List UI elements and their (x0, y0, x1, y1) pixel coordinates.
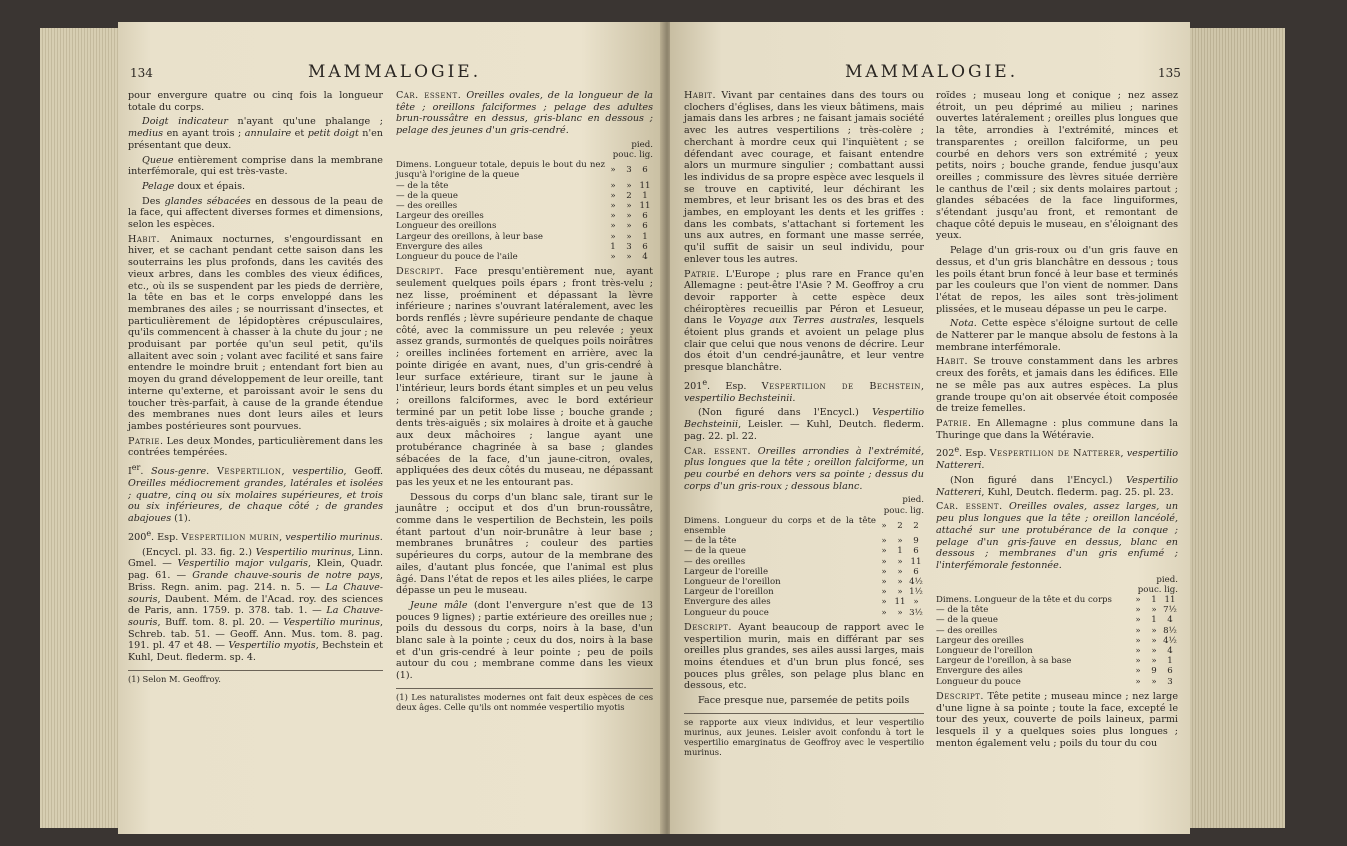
paragraph: Habit. Se trouve constamment dans les arbres creux des forêts, et jamais dans les édifices. Elle ne se mêle pas aux autres espèces. La plus grande troupe qu'on ait observée étoit composée de treize femelles. (936, 356, 1178, 415)
dimensions-table-bechstein (684, 495, 924, 617)
dims-cell: » (881, 597, 887, 608)
paragraph: Doigt indicateur n'ayant qu'une phalange ; medius en ayant trois ; annulaire et petit doigt n'en présentant que deux. (128, 116, 383, 151)
dims-label: Longueur de l'oreillon (684, 577, 781, 588)
paragraph: Nota. Cette espèce s'éloigne surtout de celle de Natterer par le manque absolu de festons à la membrane interfémorale. (936, 318, 1178, 353)
footnote-right-col1: se rapporte aux vieux individus, et leur vespertilio murinus, aux jeunes. Leisler avoit confondu à tort le vespertilio emarginatus de Geoffroy avec le vespertilio murinus. (684, 713, 924, 757)
dims-header: pied. pouc. lig. (612, 139, 653, 161)
dims-cell: » (881, 556, 887, 567)
dims-cell: » (881, 566, 887, 577)
paragraph: Car. essent. Oreilles ovales, de la longueur de la tête ; oreillons falciformes ; pelage des adultes brun-roussâtre en dessus, gris-blanc en dessous ; pelage des jeunes d'un gris-cendré. (396, 90, 654, 137)
dims-cell: 2 (913, 520, 919, 531)
paragraph: (Encycl. pl. 33. fig. 2.) Vespertilio murinus, Linn. Gmel. — Vespertilio major vulgaris, Klein, Quadr. pag. 61. — Grande chauve-souris de notre pays, Briss. Regn. anim. pag. 214. n. 5. — La Chauve-souris, Daubent. Mém. de l'Acad. roy. des sciences de Paris, ann. 1759. p. 378. tab. 1. — La Chauve-souris, Buff. tom. 8. pl. 20. — Vespertilio murinus, Schreb. tab. 51. — Geoff. Ann. Mus. tom. 8. pag. 191. pl. 47 et 48. — Vespertilio myotis, Bechstein et Kuhl, Deut. flederm. sp. 4. (128, 546, 383, 664)
dims-cell: 11 (1164, 595, 1176, 606)
dims-cell: » (881, 607, 887, 618)
dims-cell: 2 (897, 520, 903, 531)
paragraph: pour envergure quatre ou cinq fois la longueur totale du corps. (128, 90, 383, 113)
paragraph: Car. essent. Oreilles ovales, assez larges, un peu plus longues que la tête ; oreillon lancéolé, attaché sur une protubérance de la conque ; pelage d'un gris-fauve en dessus, blanc en dessous ; membranes d'un gris enfumé ; l'interfémorale festonnée. (936, 501, 1179, 571)
dims-label: — de la queue (936, 615, 998, 626)
dims-cell: » (881, 520, 887, 531)
dims-cell: 3 (1167, 676, 1173, 687)
dims-label: — des oreilles (684, 556, 746, 567)
dims-cell: 4½ (909, 577, 923, 588)
right-page (670, 22, 1190, 834)
dims-cell: 8½ (1163, 625, 1177, 636)
page-number-left: 134 (130, 66, 153, 80)
dims-row (936, 666, 1178, 676)
dims-cell: 11 (639, 180, 651, 191)
left-column-2 (396, 90, 653, 712)
dims-row (684, 546, 924, 556)
dims-cell: 4 (1167, 615, 1173, 626)
dims-cell: 3 (626, 241, 632, 252)
dims-cell: 6 (642, 241, 648, 252)
dims-label: — de la tête (684, 536, 737, 547)
dims-label: Largeur de l'oreille (684, 566, 769, 577)
dims-cell: » (626, 252, 632, 263)
dims-cell: 1 (897, 546, 903, 557)
dims-label: — des oreilles (936, 625, 998, 636)
dims-cell: » (913, 597, 919, 608)
dims-cell: » (1151, 605, 1157, 616)
dims-cell: » (897, 577, 903, 588)
dims-cell: 1 (642, 231, 648, 242)
dims-cell: 7½ (1163, 605, 1177, 616)
dims-label: Envergure des ailes (396, 241, 483, 252)
dims-cell: » (610, 180, 616, 191)
paragraph: Descript. Tête petite ; museau mince ; nez large d'une ligne à sa pointe ; toute la face, excepté le tour des yeux, couverte de poils laineux, parmi lesquels il y a quelques soies plus longues ; menton également velu ; poils du tour du cou (936, 690, 1178, 749)
dims-header: pied. pouc. lig. (883, 495, 924, 516)
dims-cell: 4½ (1163, 635, 1177, 646)
dims-cell: 6 (1167, 666, 1173, 677)
dims-cell: » (1135, 595, 1141, 606)
dims-cell: » (626, 201, 632, 212)
dims-label: Longueur du pouce de l'aile (396, 252, 518, 263)
dims-row (936, 626, 1178, 636)
dims-cell: » (881, 536, 887, 547)
dimensions-table-natterer (936, 575, 1178, 687)
dims-cell: 1 (1167, 656, 1173, 667)
paragraph: 202e. Esp. Vespertilion de Natterer, vespertilio Nattereri. (936, 445, 1178, 472)
dims-cell: 1½ (909, 587, 923, 598)
dims-cell: » (626, 211, 632, 222)
dims-cell: » (881, 587, 887, 598)
dims-row (936, 605, 1178, 615)
paragraph: Des glandes sébacées en dessous de la peau de la face, qui affectent diverses formes et dimensions, selon les espèces. (128, 195, 384, 231)
dims-label: Longueur de l'oreillon (936, 646, 1033, 657)
paragraph: Dessous du corps d'un blanc sale, tirant sur le jaunâtre ; occiput et dos d'un brun-roussâtre, comme dans le vespertilion de Bechstein, les poils étant partout d'un noir-brunâtre à leur base ; membranes brunâtres ; couleur des parties supérieures du corps, autour de la membrane des ailes, d'autant plus foncée, que l'animal est plus âgé. Dans l'état de repos et les ailes pliées, le carpe dépasse un peu le museau. (396, 491, 653, 597)
footnote-left-col2: (1) Les naturalistes modernes ont fait deux espèces de ces deux âges. Celle qu'ils ont nommée vespertilio myotis (396, 688, 653, 712)
dims-cell: 3 (626, 165, 632, 176)
dims-cell: » (610, 221, 616, 232)
paragraph: Descript. Face presqu'entièrement nue, ayant seulement quelques poils épars ; front très-velu ; nez lisse, proéminent et dépassant la lèvre inférieure ; narines s'ouvrant latéralement, avec les bords renflés ; lèvre supérieure pendante de chaque côté, avec la commissure un peu relevée ; yeux assez grands, surmontés de quelques poils noirâtres ; oreilles inclinées fortement en arrière, avec la pointe dirigée en avant, nues, d'un gris-cendré à leur surface extérieure, tirant sur le jaune à l'intérieur, leurs bords étant simples et un peu velus ; oreillons falciformes, avec le bord extérieur terminé par un petit lobe lisse ; bouche grande ; dents très-aiguës ; six molaires à droite et à gauche aux deux mâchoires ; langue ayant une protubérance chagrinée à sa base ; glandes sébacées de la face, d'un jaune-citron, ovales, appliquées des deux côtés du museau, ne dépassant pas les yeux et ne les entourant pas. (396, 266, 653, 488)
dims-cell: » (626, 231, 632, 242)
dims-cell: 6 (642, 221, 648, 232)
paragraph: Patrie. En Allemagne : plus commune dans la Thuringe que dans la Wétéravie. (936, 417, 1178, 441)
dims-cell: » (1135, 656, 1141, 667)
dims-cell: » (1135, 676, 1141, 687)
dims-cell: » (1135, 615, 1141, 626)
dims-label: Largeur des oreilles (936, 635, 1024, 646)
dims-cell: » (1135, 625, 1141, 636)
dims-label: Longueur des oreillons (396, 221, 497, 232)
dims-row (396, 201, 653, 211)
dims-cell: 4 (1167, 646, 1173, 657)
dims-cell: » (610, 190, 616, 201)
dims-cell: 1 (1151, 595, 1157, 606)
paragraph: Pelage doux et épais. (142, 180, 246, 192)
dims-row (684, 557, 924, 567)
dims-cell: » (897, 607, 903, 618)
paragraph: 200e. Esp. Vespertilion murin, vespertilio murinus. (128, 528, 383, 543)
dims-cell: » (881, 577, 887, 588)
dims-cell: 3½ (909, 607, 923, 618)
paragraph: Habit. Animaux nocturnes, s'engourdissant en hiver, et se cachant pendant cette saison dans les souterrains les plus profonds, dans les cavités des vieux arbres, dans les combles des vieux édifices, etc., où ils se suspendent par les pieds de derrière, la tête en bas et le corps enveloppé dans les membranes des ailes ; se nourrissant d'insectes, et particulièrement de lépidoptères crépusculaires, qu'ils commencent à chasser à la chute du jour ; ne produisant par portée qu'un seul petit, qu'ils allaitent avec soin ; volant avec facilité et sans faire entendre le moindre bruit ; entendant fort bien au moyen du grand développement de leur oreille, tant interne qu'externe, et paroissant avoir le sens du toucher très-parfait, à cause de la grande étendue des membranes nues dont leurs ailes et leurs jambes postérieures sont pourvues. (128, 233, 383, 432)
dims-row (396, 191, 653, 201)
dims-cell: 1 (1151, 615, 1157, 626)
right-page-edges (1190, 28, 1285, 828)
dims-label: — de la tête (936, 605, 989, 616)
dims-cell: » (1151, 676, 1157, 687)
dims-cell: 1 (610, 241, 616, 252)
dims-cell: » (1135, 666, 1141, 677)
dims-cell: » (897, 587, 903, 598)
paragraph: Habit. Vivant par centaines dans des tours ou clochers d'églises, dans les vieux bâtimens, mais jamais dans les arbres ; ne faisant jamais société avec les autres vespertilions ; très-colère ; cherchant à mordre ceux qui l'inquiètent ; se défendant avec courage, et faisant entendre alors un murmure singulier ; combattant aussi les individus de sa propre espèce avec lesquels il se trouve en captivité, leur déchirant les membres, et leur brisant les os des bras et des jambes, en employant les dents et les griffes : dans les combats, s'attachant si fortement les uns aux autres, en formant une masse serrée, qu'il suffit de saisir un seul individu, pour enlever tous les autres. (684, 90, 924, 265)
paragraph: Queue entièrement comprise dans la membrane interfémorale, qui est très-vaste. (128, 154, 383, 178)
dims-row (936, 615, 1178, 625)
dims-row (936, 677, 1178, 687)
dims-title: Dimens. Longueur de la tête et du corps (936, 595, 1112, 606)
dims-row (396, 252, 653, 262)
dims-cell: » (626, 180, 632, 191)
paragraph: Jeune mâle (dont l'envergure n'est que de 13 pouces 9 lignes) ; partie extérieure des oreilles nue ; poils du dessous du corps, noirs à la base, d'un blanc sale à la pointe ; ceux du dos, noirs à la base et d'un gris-cendré à leur pointe ; peu de poils autour du cou ; membrane comme dans les vieux (1). (396, 599, 653, 682)
paragraph: Patrie. Les deux Mondes, particulièrement dans les contrées tempérées. (128, 435, 383, 459)
dims-row (396, 242, 653, 252)
dims-cell: » (1151, 656, 1157, 667)
dims-label: Envergure des ailes (684, 597, 771, 608)
dims-cell: » (610, 201, 616, 212)
dims-label: Envergure des ailes (936, 666, 1023, 677)
paragraph: 201e. Esp. Vespertilion de Bechstein, vespertilio Bechsteinii. (684, 377, 924, 404)
dims-label: Largeur de l'oreillon (684, 587, 774, 598)
dims-row (684, 577, 924, 587)
dims-cell: » (610, 211, 616, 222)
dims-cell: » (1135, 646, 1141, 657)
dims-cell: 6 (642, 211, 648, 222)
dims-title: Dimens. Longueur du corps et de la tête ensemble (684, 515, 876, 536)
dims-cell: » (897, 566, 903, 577)
dims-label: — des oreilles (396, 201, 458, 212)
dims-label: Largeur des oreilles (396, 211, 484, 222)
dims-cell: 11 (894, 597, 906, 608)
dims-label: Largeur des oreillons, à leur base (396, 231, 544, 242)
left-column-1 (128, 90, 383, 684)
dims-cell: 11 (910, 556, 922, 567)
dims-cell: 9 (913, 536, 919, 547)
page-number-right: 135 (1158, 66, 1181, 80)
running-head-left: MAMMALOGIE. (308, 62, 482, 82)
dims-row (396, 232, 653, 242)
dims-cell: » (626, 221, 632, 232)
paragraph: (Non figuré dans l'Encycl.) Vespertilio Nattereri, Kuhl, Deutch. flederm. pag. 25. pl. 23. (936, 474, 1178, 498)
dims-cell: » (881, 546, 887, 557)
footnote-left-col1: (1) Selon M. Geoffroy. (128, 670, 383, 684)
paragraph: roïdes ; museau long et conique ; nez assez étroit, un peu déprimé au milieu ; narines ouvertes latéralement ; oreilles plus longues que la tête, arrondies à l'extrémité, minces et transparentes ; oreillon falciforme, un peu courbé en dehors vers son extrémité ; yeux petits, noirs ; bouche grande, fendue jusqu'aux oreilles ; commissure des lèvres située derrière le canthus de l'œil ; six dents molaires partout ; glandes sébacées de la face linguiformes, s'étendant jusqu'au front, et remontant de chaque côté depuis le museau, en s'éloignant des yeux. (936, 90, 1178, 242)
right-column-1 (684, 90, 924, 757)
dims-cell: » (610, 165, 616, 176)
paragraph: Ier. Sous-genre. Vespertilion, vespertilio, Geoff. Oreilles médiocrement grandes, latérales et isolées ; quatre, cinq ou six molaires supérieures, et trois ou six inférieures, de chaque côté ; de grandes abajoues (1). (128, 463, 383, 525)
paragraph: Patrie. L'Europe ; plus rare en France qu'en Allemagne : peut-être l'Asie ? M. Geoffroy a cru devoir rapporter à cette espèce deux chéiroptères recueillis par Péron et Lesueur, dans le Voyage aux Terres australes, lesquels étoient plus grands et avoient un pelage plus clair que celui que nous venons de décrire. Leur dos étoit d'un cendré-jaunâtre, et leur ventre presque blanchâtre. (684, 268, 925, 374)
dims-row (684, 587, 924, 597)
dims-row (684, 567, 924, 577)
left-page (118, 22, 663, 834)
running-head-right: MAMMALOGIE. (845, 62, 1019, 82)
dims-cell: 11 (639, 201, 651, 212)
dims-label: Longueur du pouce (936, 676, 1021, 687)
dims-row (684, 536, 924, 546)
paragraph: Car. essent. Oreilles arrondies à l'extrémité, plus longues que la tête ; oreillon falciforme, un peu courbé en dehors vers sa pointe ; dessus du corps d'un gris-roux ; dessous blanc. (684, 445, 924, 492)
dims-cell: 4 (642, 252, 648, 263)
dims-row (396, 211, 653, 221)
dims-row (936, 656, 1178, 666)
dims-title: Dimens. Longueur totale, depuis le bout du nez jusqu'à l'origine de la queue (396, 160, 605, 181)
dims-cell: » (1151, 625, 1157, 636)
dims-label: — de la queue (684, 546, 746, 557)
dims-cell: 2 (626, 190, 632, 201)
dims-cell: » (1135, 605, 1141, 616)
dims-cell: » (610, 231, 616, 242)
right-column-2 (936, 90, 1178, 752)
dims-cell: 6 (913, 546, 919, 557)
dims-cell: » (1151, 646, 1157, 657)
dims-row (936, 646, 1178, 656)
dims-cell: » (1135, 635, 1141, 646)
paragraph: Face presque nue, parsemée de petits poils (698, 695, 910, 707)
paragraph: (Non figuré dans l'Encycl.) Vespertilio Bechsteinii, Leisler. — Kuhl, Deutch. flederm. pag. 22. pl. 22. (684, 407, 924, 442)
dims-cell: 6 (642, 165, 648, 176)
dims-label: Longueur du pouce (684, 607, 769, 618)
paragraph: Pelage d'un gris-roux ou d'un gris fauve en dessus, et d'un gris blanchâtre en dessous ; tous les poils étant brun foncé à leur base et terminés par les couleurs que l'on vient de nommer. Dans l'état de repos, les ailes sont très-joliment plissées, et le museau dépasse un peu le carpe. (936, 245, 1178, 315)
dims-label: Largeur de l'oreillon, à sa base (936, 656, 1072, 667)
dims-row (684, 597, 924, 607)
dims-row (396, 221, 653, 231)
dims-cell: 1 (642, 190, 648, 201)
dims-cell: » (897, 556, 903, 567)
left-page-edges (40, 28, 120, 828)
dims-cell: 9 (1151, 666, 1157, 677)
dims-label: — de la queue (396, 190, 458, 201)
paragraph: Descript. Ayant beaucoup de rapport avec le vespertilion murin, mais en différant par ses oreilles plus grandes, ses ailes aussi larges, mais moins étendues et d'un brun plus foncé, ses pouces plus grêles, son pelage plus blanc en dessous, etc. (684, 621, 924, 692)
dims-row (396, 181, 653, 191)
dimensions-table-murin (396, 140, 653, 262)
dims-row (684, 608, 924, 618)
dims-row (936, 636, 1178, 646)
dims-cell: 6 (913, 566, 919, 577)
dims-header: pied. pouc. lig. (1137, 574, 1178, 595)
dims-label: — de la tête (396, 180, 449, 191)
dims-cell: » (897, 536, 903, 547)
dims-cell: » (1151, 635, 1157, 646)
dims-cell: » (610, 252, 616, 263)
